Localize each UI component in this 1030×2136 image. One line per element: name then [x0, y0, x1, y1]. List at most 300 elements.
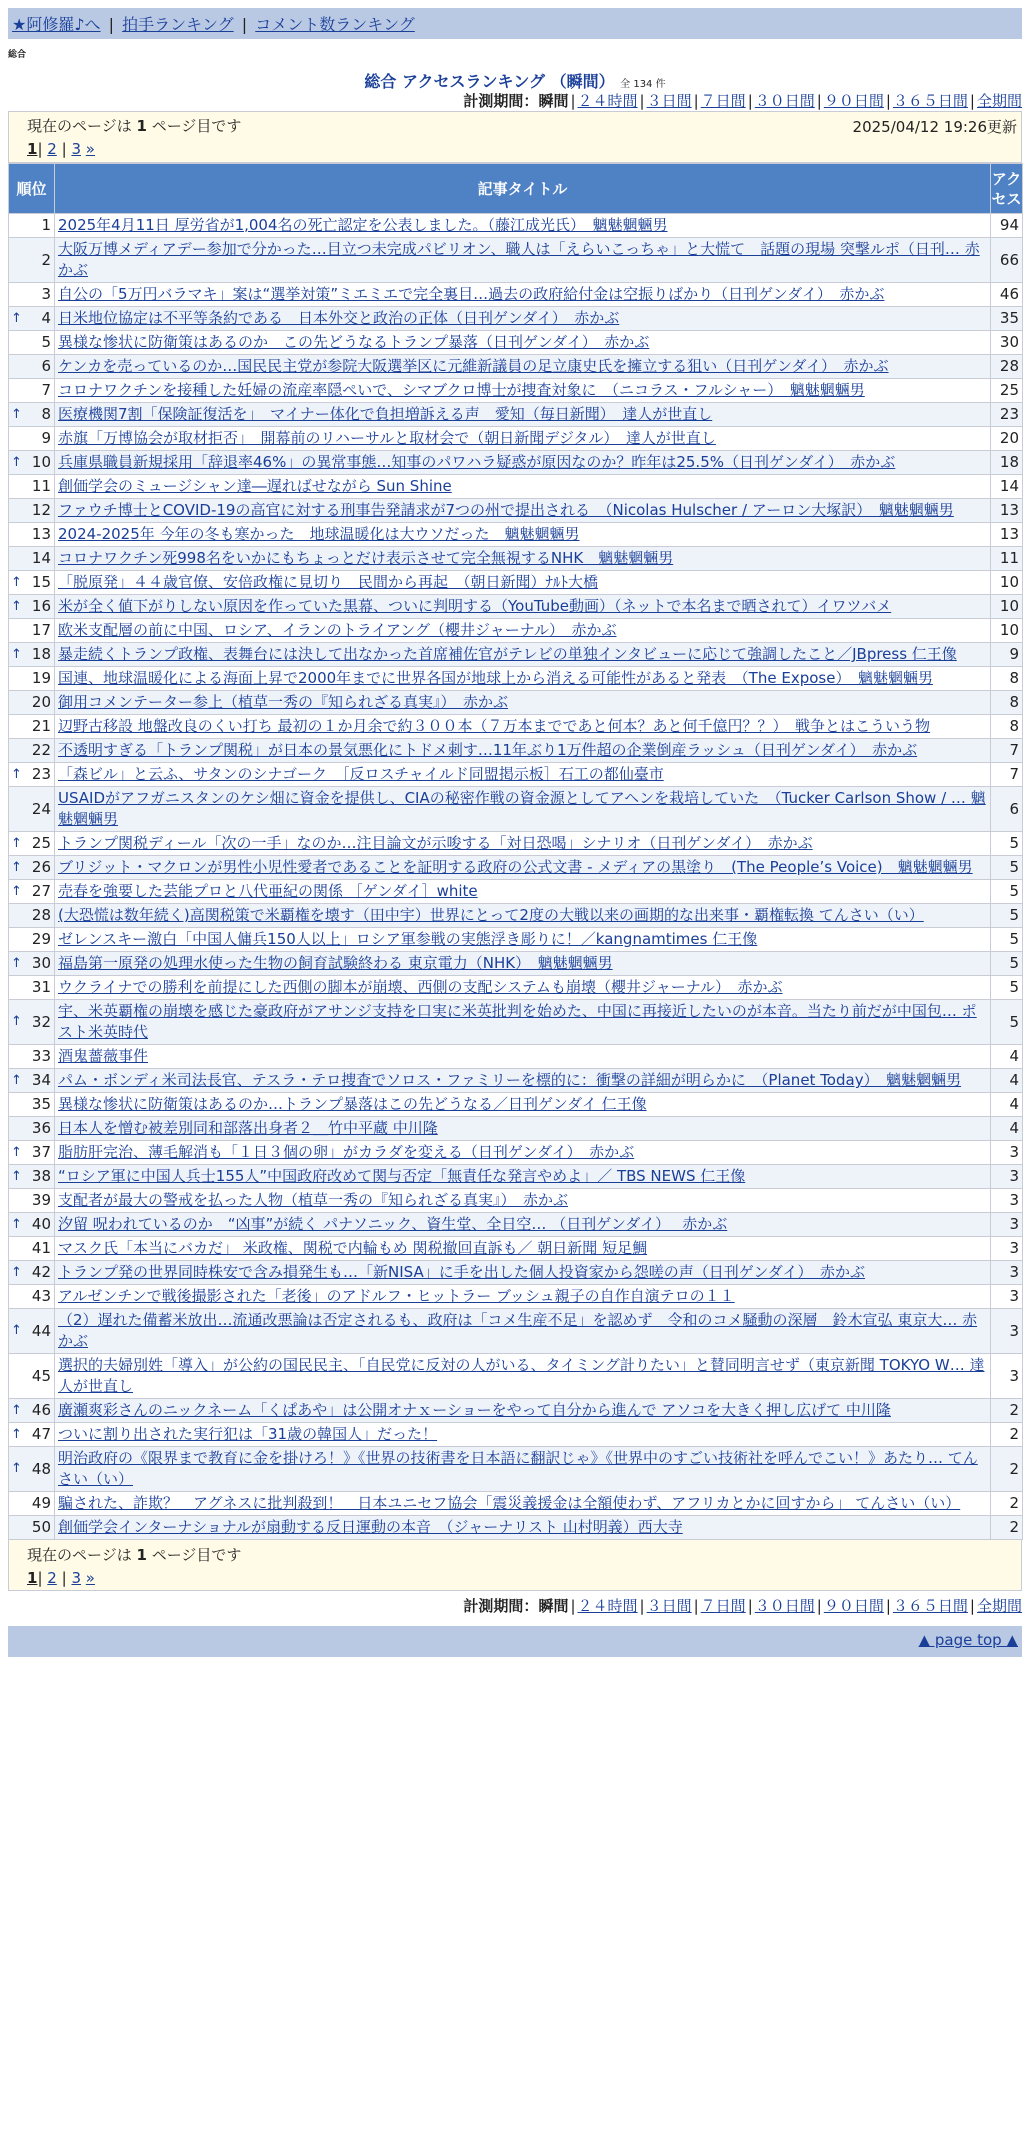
table-row: [9, 331, 1023, 355]
rank-cell: [9, 238, 55, 283]
table-row: [9, 832, 1023, 856]
title-cell: [55, 1069, 991, 1093]
rank-cell: [9, 952, 55, 976]
rank-number: 7: [41, 381, 51, 399]
article-link[interactable]: アルゼンチンで戦後撮影された「老後」のアドルフ・ヒットラー ブッシュ親子の自作自演テロの１１: [58, 1287, 735, 1305]
period-separator: |: [816, 1597, 822, 1615]
article-link[interactable]: 2024-2025年 今年の冬も寒かった 地球温暖化は大ウソだった 魑魅魍魎男: [58, 525, 580, 543]
rank-number: 34: [31, 1071, 51, 1089]
article-link[interactable]: 異様な惨状に防衛策はあるのか この先どうなるトランプ暴落（日刊ゲンダイ） 赤かぶ: [58, 333, 650, 351]
period-link-1[interactable]: ３日間: [646, 1597, 692, 1615]
rank-cell: [9, 355, 55, 379]
ranking-table: [8, 163, 1023, 1540]
table-row: [9, 787, 1023, 832]
period-label: 計測期間：: [463, 1597, 539, 1615]
access-count: 4: [991, 1117, 1023, 1141]
rank-number: 32: [31, 1012, 51, 1031]
access-count: 7: [991, 739, 1023, 763]
title-cell: [55, 856, 991, 880]
table-row: [9, 952, 1023, 976]
rank-up-icon: ↑: [11, 835, 22, 851]
table-row: [9, 1516, 1023, 1540]
rank-cell: [9, 1261, 55, 1285]
access-count: 30: [991, 331, 1023, 355]
rank-number: 44: [31, 1321, 51, 1340]
access-count: 5: [991, 904, 1023, 928]
access-count: 5: [991, 928, 1023, 952]
article-link[interactable]: マスク氏「本当にバカだ」 米政権、関税で内輪もめ 関税撤回直訴も／ 朝日新聞 短足鯛: [58, 1239, 648, 1257]
period-link-3[interactable]: ３０日間: [754, 92, 815, 110]
rank-number: 23: [31, 765, 51, 783]
rank-up-icon: ↑: [11, 1426, 22, 1442]
table-row: [9, 595, 1023, 619]
title-cell: [55, 691, 991, 715]
access-count: 3: [991, 1309, 1023, 1354]
access-count: 13: [991, 523, 1023, 547]
article-link[interactable]: “ロシア軍に中国人兵士155人”中国政府改めて関与否定「無責任な発言やめよ」／ TBS NEWS 仁王像: [58, 1167, 746, 1185]
rank-cell: [9, 1117, 55, 1141]
article-link[interactable]: ブリジット・マクロンが男性小児性愛者であることを証明する政府の公式文書 - メディアの黒塗り (The People’s Voice) 魑魅魍魎男: [58, 858, 973, 876]
article-link[interactable]: 自公の「5万円バラマキ」案は“選挙対策”ミエミエで完全裏目…過去の政府給付金は空振りばかり（日刊ゲンダイ） 赤かぶ: [58, 285, 885, 303]
table-row: [9, 1093, 1023, 1117]
access-count: 18: [991, 451, 1023, 475]
rank-number: 30: [31, 954, 51, 972]
access-count: 8: [991, 667, 1023, 691]
rank-number: 33: [31, 1047, 51, 1065]
article-link[interactable]: 赤旗「万博協会が取材拒否」 開幕前のリハーサルと取材会で（朝日新聞デジタル） 達人が世直し: [58, 429, 716, 447]
section-label: 総合: [8, 50, 27, 60]
rank-cell: [9, 763, 55, 787]
rank-up-icon: ↑: [11, 859, 22, 875]
title-cell: [55, 283, 991, 307]
rank-number: 20: [31, 693, 51, 711]
access-count: 3: [991, 1189, 1023, 1213]
rank-cell: [9, 499, 55, 523]
period-separator: |: [885, 1597, 891, 1615]
period-link-6[interactable]: 全期間: [976, 1597, 1022, 1615]
table-row: [9, 379, 1023, 403]
rank-cell: [9, 739, 55, 763]
rank-number: 14: [31, 549, 51, 567]
table-row: [9, 214, 1023, 238]
rank-number: 40: [31, 1215, 51, 1233]
rank-number: 31: [31, 978, 51, 996]
title-cell: [55, 1516, 991, 1540]
article-link[interactable]: 医療機関7割「保険証復活を」 マイナー体化で負担増訴える声 愛知（毎日新聞） 達人が世直し: [58, 405, 713, 423]
period-separator: |: [570, 92, 576, 110]
title-cell: [55, 403, 991, 427]
rank-up-icon: ↑: [11, 598, 22, 614]
access-count: 94: [991, 214, 1023, 238]
period-separator: |: [885, 92, 891, 110]
access-count: 2: [991, 1423, 1023, 1447]
rank-number: 10: [31, 453, 51, 471]
access-count: 20: [991, 427, 1023, 451]
period-link-0[interactable]: ２４時間: [577, 1597, 638, 1615]
table-row: [9, 880, 1023, 904]
article-link[interactable]: 大阪万博メディアデー参加で分かった…目立つ未完成パビリオン、職人は「えらいこっちゃ」と大慌て 話題の現場 突撃ルポ（日刊… 赤かぶ: [58, 240, 980, 279]
rank-number: 15: [31, 573, 51, 591]
article-link[interactable]: コロナワクチンを接種した妊婦の流産率隠ぺいで、シマブクロ博士が捜査対象に （ニコラス・フルシャー） 魑魅魍魎男: [58, 381, 865, 399]
title-cell: [55, 214, 991, 238]
table-row: [9, 1141, 1023, 1165]
period-link-2[interactable]: ７日間: [700, 1597, 746, 1615]
table-row: [9, 1189, 1023, 1213]
period-link-1[interactable]: ３日間: [646, 92, 692, 110]
title-cell: [55, 1000, 991, 1045]
article-link[interactable]: パム・ボンディ米司法長官、テスラ・テロ捜査でソロス・ファミリーを標的に：衝撃の詳細が明らかに （Planet Today） 魑魅魍魎男: [58, 1071, 962, 1089]
rank-cell: [9, 643, 55, 667]
access-count: 35: [991, 307, 1023, 331]
table-row: [9, 1309, 1023, 1354]
title-cell: [55, 1492, 991, 1516]
rank-cell: [9, 1213, 55, 1237]
article-link[interactable]: 異様な惨状に防衛策はあるのか…トランプ暴落はこの先どうなる／日刊ゲンダイ 仁王像: [58, 1095, 647, 1113]
access-count: 8: [991, 715, 1023, 739]
rank-up-icon: ↑: [11, 1264, 22, 1280]
access-count: 13: [991, 499, 1023, 523]
footer-bar: [8, 1626, 1022, 1657]
article-link[interactable]: 宇、米英覇権の崩壊を感じた豪政府がアサンジ支持を口実に米英批判を始めた、中国に再接近したいのが本音。当たり前だが中国包… ポスト米英時代: [58, 1002, 977, 1041]
page-top-link[interactable]: ▲ page top ▲: [918, 1631, 1018, 1649]
access-count: 3: [991, 1213, 1023, 1237]
table-row: [9, 1117, 1023, 1141]
period-link-4[interactable]: ９０日間: [823, 1597, 884, 1615]
rank-cell: [9, 214, 55, 238]
title-cell: [55, 1093, 991, 1117]
title-cell: [55, 1354, 991, 1399]
home-link[interactable]: ★阿修羅♪へ: [12, 15, 101, 34]
table-row: [9, 739, 1023, 763]
table-row: [9, 1492, 1023, 1516]
page-link-0[interactable]: 2: [47, 1569, 57, 1587]
table-row: [9, 904, 1023, 928]
title-cell: [55, 307, 991, 331]
title-cell: [55, 547, 991, 571]
period-link-6[interactable]: 全期間: [976, 92, 1022, 110]
access-count: 2: [991, 1399, 1023, 1423]
title-cell: [55, 952, 991, 976]
table-row: [9, 427, 1023, 451]
table-row: [9, 283, 1023, 307]
rank-up-icon: ↑: [11, 1323, 22, 1338]
period-current: 瞬間: [538, 92, 569, 110]
article-link[interactable]: ゼレンスキー激白「中国人傭兵150人以上」ロシア軍参戦の実態浮き彫りに！／kangnamtimes 仁王像: [58, 930, 758, 948]
page-separator: |: [37, 1569, 43, 1587]
article-link[interactable]: 暴走続くトランプ政権、表舞台には決して出なかった首席補佐官がテレビの単独インタビューに応じて強調したこと／JBpress 仁王像: [58, 645, 957, 663]
rank-cell: [9, 667, 55, 691]
access-count: 10: [991, 595, 1023, 619]
title-cell: [55, 451, 991, 475]
period-separator: |: [969, 1597, 975, 1615]
rank-number: 41: [31, 1239, 51, 1257]
article-link[interactable]: （2）遅れた備蓄米放出…流通改悪論は否定されるも、政府は「コメ生産不足」を認めず 令和のコメ騒動の深層 鈴木宣弘 東京大… 赤かぶ: [58, 1311, 978, 1350]
rank-header: 順位: [9, 164, 55, 214]
rank-number: 26: [31, 858, 51, 876]
page-link-0[interactable]: 2: [47, 140, 57, 158]
table-row: [9, 1237, 1023, 1261]
rank-number: 1: [41, 216, 51, 234]
current-page-text: 現在のページは 1 ページ目です: [27, 1546, 242, 1564]
rank-number: 46: [31, 1401, 51, 1419]
table-row: [9, 571, 1023, 595]
rank-up-icon: ↑: [11, 1144, 22, 1160]
title-cell: [55, 475, 991, 499]
rank-cell: [9, 1399, 55, 1423]
article-link[interactable]: 福島第一原発の処理水使った生物の飼育試験終わる 東京電力（NHK） 魑魅魍魎男: [58, 954, 613, 972]
period-separator: |: [747, 1597, 753, 1615]
title-cell: [55, 1261, 991, 1285]
title-cell: [55, 355, 991, 379]
access-count: 23: [991, 403, 1023, 427]
comment-ranking-link[interactable]: コメント数ランキング: [255, 15, 415, 34]
article-link[interactable]: トランプ発の世界同時株安で含み損発生も…「新NISA」に手を出した個人投資家から怨嗟の声（日刊ゲンダイ） 赤かぶ: [58, 1263, 866, 1281]
rank-number: 45: [31, 1366, 51, 1385]
title-cell: [55, 379, 991, 403]
rank-up-icon: ↑: [11, 574, 22, 590]
title-cell: [55, 1189, 991, 1213]
page-separator: |: [61, 1569, 67, 1587]
rank-number: 47: [31, 1425, 51, 1443]
rank-cell: [9, 928, 55, 952]
access-count: 9: [991, 643, 1023, 667]
title-cell: [55, 1423, 991, 1447]
rank-up-icon: ↑: [11, 310, 22, 326]
rank-number: 50: [31, 1518, 51, 1536]
table-row: [9, 619, 1023, 643]
rank-number: 35: [31, 1095, 51, 1113]
article-link[interactable]: ファウチ博士とCOVID-19の高官に対する刑事告発請求が7つの州で提出される （Nicolas Hulscher / アーロン大塚訳） 魑魅魍魎男: [58, 501, 954, 519]
table-row: [9, 1285, 1023, 1309]
rank-number: 11: [31, 477, 51, 495]
period-link-5[interactable]: ３６５日間: [892, 92, 968, 110]
title-cell: [55, 1285, 991, 1309]
title-header: 記事タイトル: [55, 164, 991, 214]
article-link[interactable]: コロナワクチン死998名をいかにもちょっとだけ表示させて完全無視するNHK 魑魅魍魎男: [58, 549, 674, 567]
page-title: [8, 69, 1022, 89]
table-row: [9, 1423, 1023, 1447]
access-count: 5: [991, 1000, 1023, 1045]
table-row: [9, 928, 1023, 952]
article-link[interactable]: トランプ関税ディール「次の一手」なのか…注目論文が示唆する「対日恐喝」シナリオ（日刊ゲンダイ） 赤かぶ: [58, 834, 813, 852]
rank-cell: [9, 1447, 55, 1492]
rank-cell: [9, 595, 55, 619]
article-link[interactable]: 廣瀬爽彩さんのニックネーム「くぱあや」は公開オナｘーショーをやって自分から進んで アソコを大きく押し広げて 中川隆: [58, 1401, 891, 1419]
period-link-2[interactable]: ７日間: [700, 92, 746, 110]
rank-cell: [9, 1189, 55, 1213]
rank-number: 39: [31, 1191, 51, 1209]
page-title-text: 総合 アクセスランキング （瞬間）: [364, 72, 615, 91]
article-link[interactable]: 不透明すぎる「トランプ関税」が日本の景気悪化にトドメ刺す…11年ぶり1万件超の企業倒産ラッシュ（日刊ゲンダイ） 赤かぶ: [58, 741, 918, 759]
access-count: 4: [991, 1093, 1023, 1117]
period-link-5[interactable]: ３６５日間: [892, 1597, 968, 1615]
access-count: 25: [991, 379, 1023, 403]
access-count: 28: [991, 355, 1023, 379]
period-separator: |: [693, 92, 699, 110]
access-count: 11: [991, 547, 1023, 571]
rank-number: 28: [31, 906, 51, 924]
rank-cell: [9, 475, 55, 499]
article-link[interactable]: (大恐慌は数年続く)高関税策で米覇権を壊す（田中宇）世界にとって2度の大戦以来の画期的な出来事・覇権転換 てんさい（い）: [58, 906, 924, 924]
access-header: アクセス: [991, 164, 1023, 214]
title-cell: [55, 976, 991, 1000]
article-link[interactable]: ウクライナでの勝利を前提にした西側の脚本が崩壊、西側の支配システムも崩壊（櫻井ジャーナル） 赤かぶ: [58, 978, 783, 996]
article-link[interactable]: 選択的夫婦別姓「導入」が公約の国民民主、「自民党に反対の人がいる、タイミング計りたい」と賛同明言せず（東京新聞 TOKYO W… 達人が世直し: [58, 1356, 985, 1395]
title-cell: [55, 619, 991, 643]
applause-ranking-link[interactable]: 拍手ランキング: [122, 15, 234, 34]
rank-cell: [9, 787, 55, 832]
article-link[interactable]: 酒鬼薔薇事件: [58, 1047, 149, 1065]
page-link-1[interactable]: 3: [71, 1569, 81, 1587]
rank-number: 5: [41, 333, 51, 351]
page-separator: |: [37, 140, 43, 158]
table-row: [9, 475, 1023, 499]
rank-number: 37: [31, 1143, 51, 1161]
access-count: 5: [991, 976, 1023, 1000]
table-row: [9, 667, 1023, 691]
article-link[interactable]: 「脱原発」４４歳官僚、安倍政権に見切り 民間から再起 （朝日新聞）ﾅﾙﾄ大橋: [58, 573, 599, 591]
rank-cell: [9, 1423, 55, 1447]
access-count: 2: [991, 1516, 1023, 1540]
rank-cell: [9, 1354, 55, 1399]
rank-cell: [9, 880, 55, 904]
next-page-link[interactable]: »: [85, 1569, 95, 1587]
page-current: 1: [27, 140, 38, 158]
article-link[interactable]: 汐留 呪われているのか “凶事”が続く パナソニック、資生堂、全日空… （日刊ゲンダイ） 赤かぶ: [58, 1215, 728, 1233]
period-current: 瞬間: [538, 1597, 569, 1615]
rank-cell: [9, 715, 55, 739]
rank-up-icon: ↑: [11, 1014, 22, 1029]
period-link-0[interactable]: ２４時間: [577, 92, 638, 110]
rank-number: 48: [31, 1459, 51, 1478]
article-link[interactable]: 2025年4月11日 厚労省が1,004名の死亡認定を公表しました。（藤江成光氏） 魑魅魍魎男: [58, 216, 668, 234]
article-link[interactable]: 売春を強要した芸能プロと八代亜紀の関係 ［ゲンダイ］white: [58, 882, 478, 900]
article-link[interactable]: 創価学会のミュージシャン達―遅ればせながら Sun Shine: [58, 477, 452, 495]
title-cell: [55, 667, 991, 691]
table-row: [9, 976, 1023, 1000]
rank-number: 13: [31, 525, 51, 543]
rank-cell: [9, 571, 55, 595]
rank-cell: [9, 283, 55, 307]
rank-cell: [9, 379, 55, 403]
rank-cell: [9, 451, 55, 475]
rank-number: 25: [31, 834, 51, 852]
article-link[interactable]: 明治政府の《限界まで教育に金を掛けろ！》《世界の技術書を日本語に翻訳じゃ》《世界中のすごい技術社を呼んでこい！》あたり… てんさい（い）: [58, 1449, 978, 1488]
table-row: [9, 1000, 1023, 1045]
rank-cell: [9, 403, 55, 427]
page-current: 1: [27, 1569, 38, 1587]
access-count: 7: [991, 763, 1023, 787]
table-row: [9, 499, 1023, 523]
article-link[interactable]: 脂肪肝完治、薄毛解消も「１日３個の卵」がカラダを変える（日刊ゲンダイ） 赤かぶ: [58, 1143, 635, 1161]
article-link[interactable]: ケンカを売っているのか…国民民主党が参院大阪選挙区に元維新議員の足立康史氏を擁立する狙い（日刊ゲンダイ） 赤かぶ: [58, 357, 889, 375]
rank-up-icon: ↑: [11, 1072, 22, 1088]
period-separator: |: [816, 92, 822, 110]
access-count: 3: [991, 1237, 1023, 1261]
page-link-1[interactable]: 3: [71, 140, 81, 158]
period-separator: |: [969, 92, 975, 110]
article-link[interactable]: 米が全く値下がりしない原因を作っていた黒幕、ついに判明する（YouTube動画）（ネットで本名まで晒されて）イワツバメ: [58, 597, 892, 615]
rank-number: 18: [31, 645, 51, 663]
rank-number: 22: [31, 741, 51, 759]
period-separator: |: [747, 92, 753, 110]
period-separator: |: [570, 1597, 576, 1615]
article-link[interactable]: 欧米支配層の前に中国、ロシア、イランのトライアング（櫻井ジャーナル） 赤かぶ: [58, 621, 617, 639]
rank-up-icon: ↑: [11, 766, 22, 782]
title-cell: [55, 1399, 991, 1423]
rank-up-icon: ↑: [11, 883, 22, 899]
table-row: [9, 1447, 1023, 1492]
article-link[interactable]: 御用コメンテーター参上（植草一秀の『知られざる真実』） 赤かぶ: [58, 693, 509, 711]
article-link[interactable]: 日米地位協定は不平等条約である 日本外交と政治の正体（日刊ゲンダイ） 赤かぶ: [58, 309, 620, 327]
rank-up-icon: ↑: [11, 1216, 22, 1232]
article-link[interactable]: 「森ビル」と云ふ、サタンのシナゴーク ［反ロスチャイルド同盟掲示板］石工の都仙臺市: [58, 765, 664, 783]
article-link[interactable]: 国連、地球温暖化による海面上昇で2000年までに世界各国が地球上から消える可能性があると発表 （The Expose） 魑魅魍魎男: [58, 669, 933, 687]
article-link[interactable]: 騙された、詐欺？ アグネスに批判殺到！ 日本ユニセフ協会「震災義援金は全額使わず、アフリカとかに回すから」 てんさい（い）: [58, 1494, 961, 1512]
title-cell: [55, 715, 991, 739]
table-row: [9, 1399, 1023, 1423]
rank-number: 27: [31, 882, 51, 900]
article-link[interactable]: 日本人を憎む被差別同和部落出身者２＿竹中平蔵 中川隆: [58, 1119, 438, 1137]
table-row: [9, 1045, 1023, 1069]
title-cell: [55, 238, 991, 283]
title-cell: [55, 1237, 991, 1261]
period-link-4[interactable]: ９０日間: [823, 92, 884, 110]
rank-cell: [9, 523, 55, 547]
period-separator: |: [639, 92, 645, 110]
title-cell: [55, 523, 991, 547]
access-count: 14: [991, 475, 1023, 499]
period-separator: |: [639, 1597, 645, 1615]
article-link[interactable]: 兵庫県職員新規採用「辞退率46%」の異常事態…知事のパワハラ疑惑が原因なのか？昨年は25.5%（日刊ゲンダイ） 赤かぶ: [58, 453, 896, 471]
article-link[interactable]: USAIDがアフガニスタンのケシ畑に資金を提供し、CIAの秘密作戦の資金源としてアヘンを栽培していた （Tucker Carlson Show / … 魑魅魍魎男: [58, 789, 986, 828]
article-link[interactable]: 支配者が最大の警戒を払った人物（植草一秀の『知られざる真実』） 赤かぶ: [58, 1191, 569, 1209]
rank-cell: [9, 1492, 55, 1516]
period-link-3[interactable]: ３０日間: [754, 1597, 815, 1615]
article-link[interactable]: 創価学会インターナショナルが扇動する反日運動の本音 （ジャーナリスト 山村明義）西大寺: [58, 1518, 683, 1536]
access-count: 3: [991, 1261, 1023, 1285]
access-count: 5: [991, 952, 1023, 976]
next-page-link[interactable]: »: [85, 140, 95, 158]
updated-timestamp: 2025/04/12 19:26更新: [852, 118, 1017, 136]
table-row: [9, 715, 1023, 739]
rank-number: 9: [41, 429, 51, 447]
page-links: [27, 140, 1011, 158]
title-cell: [55, 331, 991, 355]
title-cell: [55, 1309, 991, 1354]
rank-cell: [9, 832, 55, 856]
access-count: 6: [991, 787, 1023, 832]
access-count: 46: [991, 283, 1023, 307]
rank-number: 29: [31, 930, 51, 948]
rank-number: 42: [31, 1263, 51, 1281]
rank-number: 4: [41, 309, 51, 327]
rank-cell: [9, 856, 55, 880]
access-count: 5: [991, 856, 1023, 880]
rank-up-icon: ↑: [11, 1402, 22, 1418]
title-cell: [55, 832, 991, 856]
title-cell: [55, 643, 991, 667]
rank-number: 16: [31, 597, 51, 615]
article-link[interactable]: ついに割り出された実行犯は「31歳の韓国人」だった！: [58, 1425, 438, 1443]
title-cell: [55, 1165, 991, 1189]
nav-separator: |: [108, 15, 115, 34]
title-cell: [55, 880, 991, 904]
article-link[interactable]: 辺野古移設 地盤改良のくい打ち 最初の１か月余で約３００本（７万本までであと何本？あと何千億円？？） 戦争とはこういう物: [58, 717, 931, 735]
rank-up-icon: ↑: [11, 646, 22, 662]
table-row: [9, 355, 1023, 379]
table-row: [9, 451, 1023, 475]
